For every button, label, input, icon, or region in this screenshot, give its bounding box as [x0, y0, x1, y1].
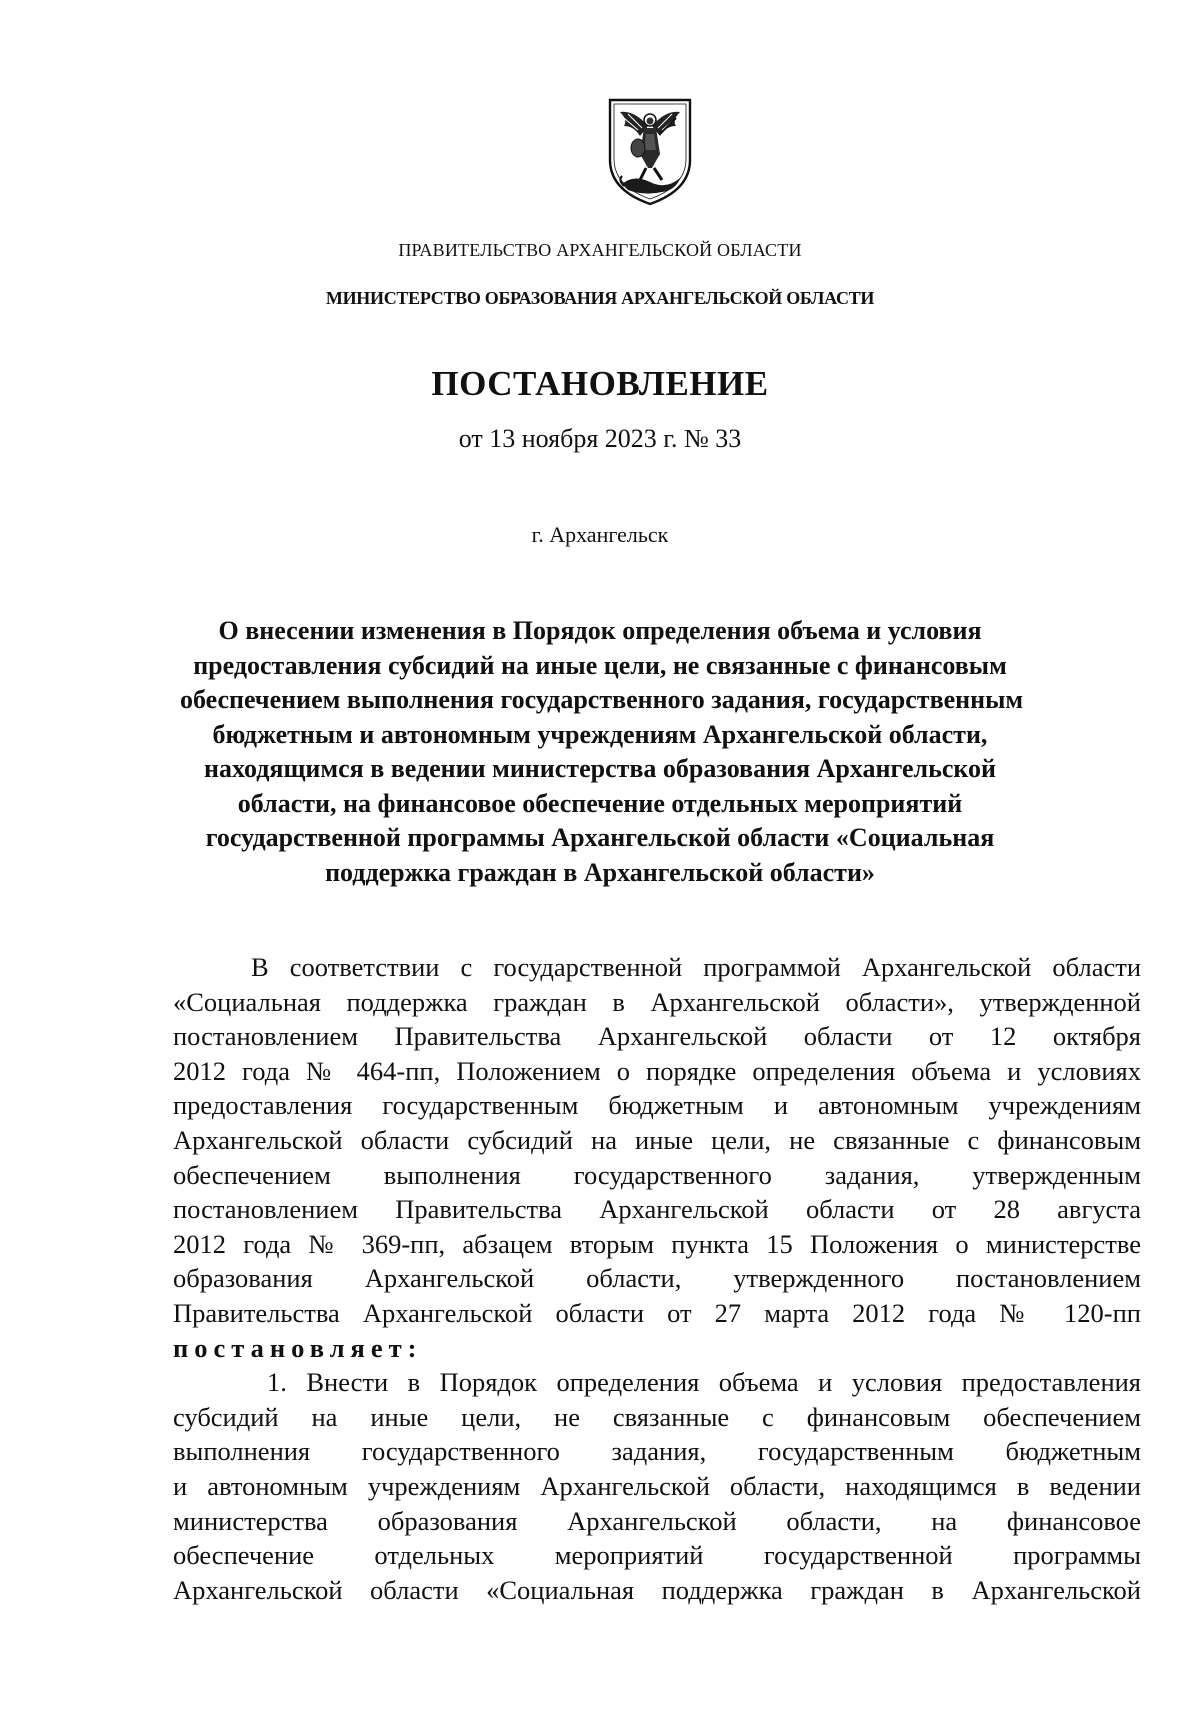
- ministry-name: МИНИСТЕРСТВО ОБРАЗОВАНИЯ АРХАНГЕЛЬСКОЙ ОБЛАСТИ: [325, 288, 875, 308]
- government-name: ПРАВИТЕЛЬСТВО АРХАНГЕЛЬСКОЙ ОБЛАСТИ: [398, 240, 802, 260]
- resolution-word: постановляет:: [173, 1332, 423, 1363]
- body-line: и автономным учреждениям Архангельской области, находящимся в ведении: [173, 1470, 1141, 1501]
- subject-line: находящимся в ведении министерства образования Архангельской: [204, 754, 996, 783]
- document-subject: [180, 614, 1024, 890]
- body-line: образования Архангельской области, утвержденного постановлением: [173, 1263, 1141, 1294]
- body-line: обеспечение отдельных мероприятий государственной программы: [173, 1540, 1141, 1571]
- document-city: г. Архангельск: [531, 522, 669, 547]
- body-line: 2012 года № 369-пп, абзацем вторым пункта 15 Положения о министерстве: [173, 1228, 1141, 1259]
- body-line: субсидий на иные цели, не связанные с финансовым обеспечением: [173, 1401, 1141, 1432]
- body-line: Правительства Архангельской области от 27 марта 2012 года № 120-пп: [173, 1297, 1141, 1328]
- body-line: предоставления государственным бюджетным и автономным учреждениям: [173, 1090, 1141, 1121]
- body-line: «Социальная поддержка граждан в Архангельской области», утвержденной: [173, 986, 1141, 1017]
- subject-line: бюджетным и автономным учреждениям Архангельской области,: [212, 719, 988, 749]
- body-line: постановлением Правительства Архангельской области от 12 октября: [173, 1021, 1141, 1052]
- subject-line: О внесении изменения в Порядок определения объема и условия: [218, 616, 982, 645]
- subject-line: области, на финансовое обеспечение отдельных мероприятий: [237, 788, 963, 818]
- document-type-title: ПОСТАНОВЛЕНИЕ: [431, 364, 769, 403]
- arkhangelsk-coat-of-arms-icon: [604, 96, 696, 208]
- body-line: 2012 года № 464-пп, Положением о порядке определения объема и условиях: [173, 1055, 1141, 1086]
- subject-line: поддержка граждан в Архангельской области»: [325, 857, 875, 887]
- body-line: выполнения государственного задания, государственным бюджетным: [173, 1436, 1141, 1467]
- body-line: обеспечением выполнения государственного задания, утвержденным: [173, 1159, 1141, 1190]
- body-line: министерства образования Архангельской области, на финансовое: [173, 1505, 1141, 1536]
- subject-line: государственной программы Архангельской области «Социальная: [205, 823, 995, 852]
- subject-line: предоставления субсидий на иные цели, не связанные с финансовым: [193, 650, 1007, 680]
- document-body: [173, 950, 1141, 1607]
- document-date-number: от 13 ноября 2023 г. № 33: [458, 424, 742, 453]
- subject-line: обеспечением выполнения государственного задания, государственным: [180, 685, 1024, 714]
- body-line: В соответствии с государственной программой Архангельской области: [251, 952, 1141, 982]
- body-line: постановлением Правительства Архангельской области от 28 августа: [173, 1194, 1141, 1225]
- body-line: Архангельской области субсидий на иные цели, не связанные с финансовым: [173, 1124, 1141, 1155]
- body-line: Архангельской области «Социальная поддержка граждан в Архангельской: [173, 1574, 1141, 1605]
- body-line: 1. Внести в Порядок определения объема и условия предоставления: [267, 1367, 1141, 1398]
